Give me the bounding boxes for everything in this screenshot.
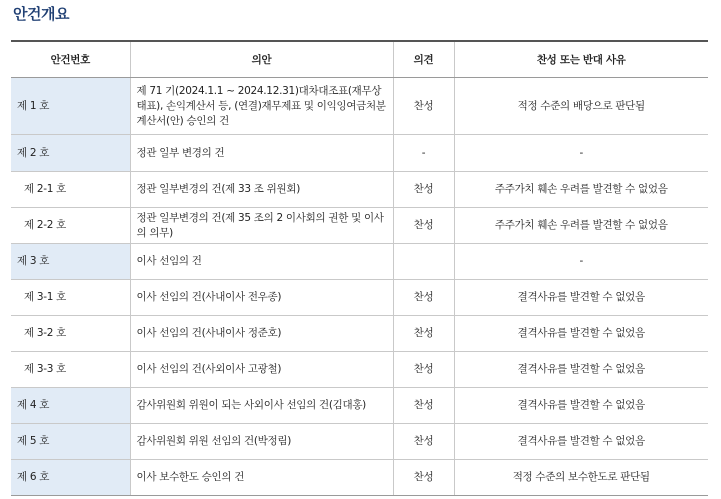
table-row (11, 460, 708, 496)
table-row (11, 244, 708, 280)
agenda-reason: - (454, 135, 708, 172)
agenda-subject: 정관 일부변경의 건(제 35 조의 2 이사회의 권한 및 이사의 의무) (130, 208, 393, 244)
agenda-subject: 제 71 기(2024.1.1 ~ 2024.12.31)대차대조표(재무상태표), 손익계산서 등, (연결)재무제표 및 이익잉여금처분계산서(안) 승인의 건 (130, 78, 393, 135)
agenda-subject: 감사위원회 위원 선임의 건(박정림) (130, 424, 393, 460)
agenda-opinion: 찬성 (393, 280, 454, 316)
agenda-reason: - (454, 244, 708, 280)
agenda-subject: 정관 일부변경의 건(제 33 조 위원회) (130, 172, 393, 208)
agenda-reason: 주주가치 훼손 우려를 발견할 수 없었음 (454, 208, 708, 244)
header-number: 안건번호 (11, 41, 130, 78)
table-row (11, 208, 708, 244)
agenda-reason: 결격사유를 발견할 수 없었음 (454, 388, 708, 424)
agenda-number: 제 3-2 호 (11, 316, 130, 352)
agenda-number: 제 3 호 (11, 244, 130, 280)
agenda-opinion: 찬성 (393, 388, 454, 424)
agenda-reason: 적정 수준의 배당으로 판단됨 (454, 78, 708, 135)
table-row (11, 172, 708, 208)
agenda-reason: 주주가치 훼손 우려를 발견할 수 없었음 (454, 172, 708, 208)
agenda-opinion: 찬성 (393, 316, 454, 352)
agenda-subject: 이사 보수한도 승인의 건 (130, 460, 393, 496)
table-row (11, 78, 708, 135)
agenda-number: 제 3-3 호 (11, 352, 130, 388)
agenda-reason: 결격사유를 발견할 수 없었음 (454, 316, 708, 352)
header-opinion: 의견 (393, 41, 454, 78)
agenda-subject: 이사 선임의 건(사내이사 전우종) (130, 280, 393, 316)
page-title: 안건개요 (13, 5, 69, 23)
agenda-opinion: - (393, 135, 454, 172)
agenda-reason: 결격사유를 발견할 수 없었음 (454, 280, 708, 316)
agenda-opinion: 찬성 (393, 460, 454, 496)
agenda-subject: 이사 선임의 건(사내이사 정준호) (130, 316, 393, 352)
agenda-subject: 이사 선임의 건 (130, 244, 393, 280)
agenda-number: 제 1 호 (11, 78, 130, 135)
agenda-number: 제 3-1 호 (11, 280, 130, 316)
agenda-opinion: 찬성 (393, 78, 454, 135)
agenda-subject: 이사 선임의 건(사외이사 고광철) (130, 352, 393, 388)
table-row (11, 388, 708, 424)
table-header-row (11, 41, 708, 78)
agenda-reason: 결격사유를 발견할 수 없었음 (454, 352, 708, 388)
agenda-number: 제 4 호 (11, 388, 130, 424)
agenda-table (11, 40, 708, 496)
table-row (11, 424, 708, 460)
table-row (11, 280, 708, 316)
agenda-number: 제 2-2 호 (11, 208, 130, 244)
agenda-opinion: 찬성 (393, 208, 454, 244)
table-row (11, 135, 708, 172)
header-subject: 의안 (130, 41, 393, 78)
agenda-subject: 정관 일부 변경의 건 (130, 135, 393, 172)
agenda-reason: 적정 수준의 보수한도로 판단됨 (454, 460, 708, 496)
agenda-number: 제 5 호 (11, 424, 130, 460)
agenda-opinion (393, 244, 454, 280)
agenda-reason: 결격사유를 발견할 수 없었음 (454, 424, 708, 460)
agenda-subject: 감사위원회 위원이 되는 사외이사 선임의 건(김대홍) (130, 388, 393, 424)
agenda-opinion: 찬성 (393, 352, 454, 388)
agenda-opinion: 찬성 (393, 424, 454, 460)
header-reason: 찬성 또는 반대 사유 (454, 41, 708, 78)
agenda-number: 제 6 호 (11, 460, 130, 496)
table-row (11, 316, 708, 352)
table-row (11, 352, 708, 388)
agenda-opinion: 찬성 (393, 172, 454, 208)
agenda-number: 제 2 호 (11, 135, 130, 172)
agenda-number: 제 2-1 호 (11, 172, 130, 208)
